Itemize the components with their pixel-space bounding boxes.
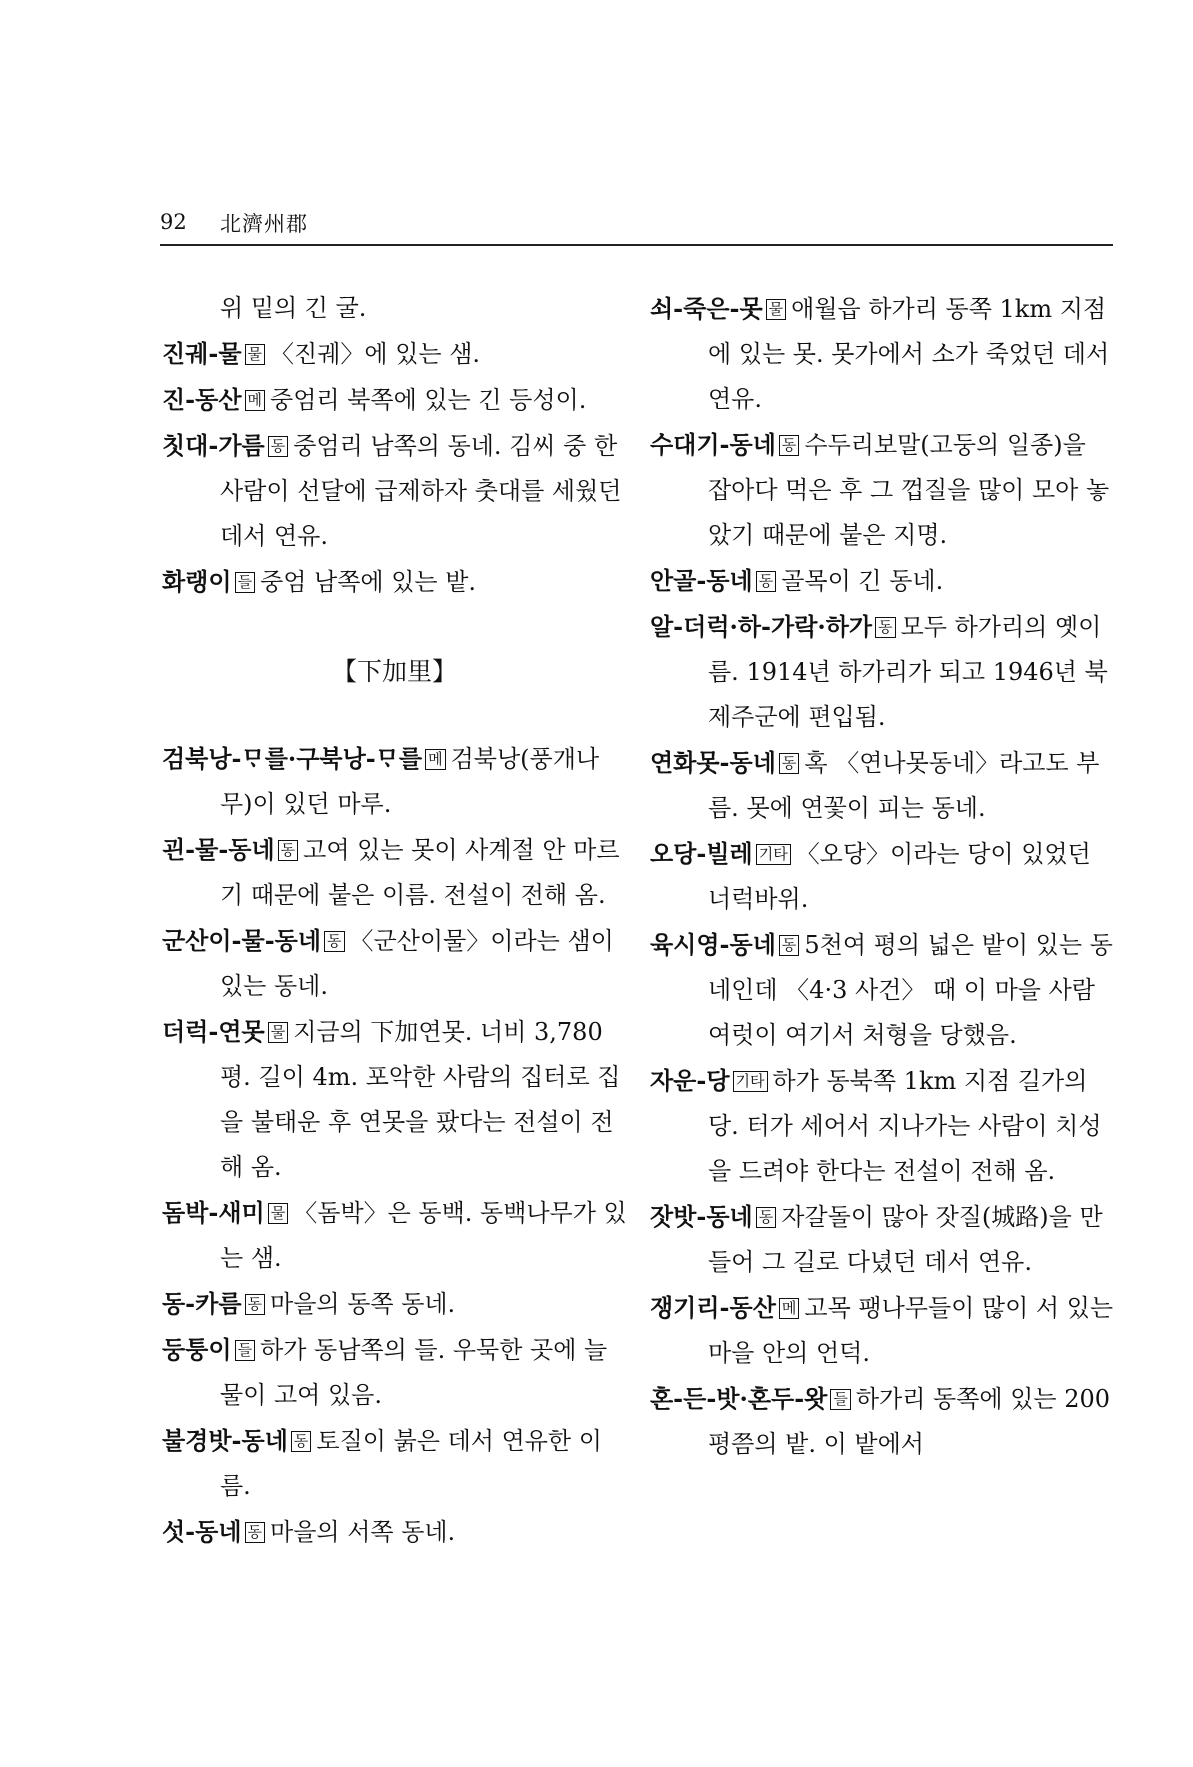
entry-definition: 〈돔박〉은 동백. 동백나무가 있는 샘. <box>220 1199 627 1272</box>
dictionary-entry <box>650 922 1115 1058</box>
dictionary-entry <box>162 377 627 423</box>
entry-definition: 중엄리 북쪽에 있는 긴 등성이. <box>270 386 587 414</box>
entry-term: 진궤-물 <box>162 339 242 368</box>
entry-definition: 하가 동북쪽 1km 지점 길가의 당. 터가 세어서 지나가는 사람이 치성을 드려야 한다는 전설이 전해 옴. <box>708 1067 1102 1185</box>
entry-term: 괸-물-동네 <box>162 835 275 864</box>
entry-definition: 〈진궤〉에 있는 샘. <box>270 340 481 368</box>
category-tag: 물 <box>766 299 787 320</box>
entry-definition: 토질이 붉은 데서 연유한 이름. <box>220 1427 602 1500</box>
dictionary-entry <box>650 422 1115 558</box>
dictionary-entry <box>162 559 627 605</box>
entry-term: 진-동산 <box>162 385 242 414</box>
entry-term: 알-더럭·하-가락·하가 <box>650 612 873 641</box>
category-tag: 동 <box>779 935 800 956</box>
dictionary-entry <box>650 1285 1115 1376</box>
category-tag: 기타 <box>733 1071 768 1092</box>
dictionary-entry <box>650 1376 1115 1467</box>
dictionary-entry <box>162 1281 627 1327</box>
category-tag: 물 <box>268 1203 289 1224</box>
dictionary-entry <box>162 286 627 331</box>
entry-term: 군산이-물-동네 <box>162 926 322 955</box>
category-tag: 메 <box>779 1298 800 1319</box>
category-tag: 동 <box>245 1522 266 1543</box>
entry-definition: 지금의 下加연못. 너비 3,780평. 길이 4m. 포악한 사람의 집터로 집을 불태운 후 연못을 팠다는 전설이 전해 옴. <box>220 1018 621 1181</box>
entry-definition: 수두리보말(고둥의 일종)을 잡아다 먹은 후 그 껍질을 많이 모아 놓았기 때문에 붙은 지명. <box>708 431 1110 549</box>
right-column <box>650 286 1115 1467</box>
book-title: 北濟州郡 <box>220 212 308 236</box>
entry-term: 더럭-연못 <box>162 1017 265 1046</box>
dictionary-entry <box>650 831 1115 922</box>
left-section-entries <box>162 736 627 1555</box>
dictionary-entry <box>650 740 1115 831</box>
entry-term: 돔박-새미 <box>162 1198 265 1227</box>
entry-term: 검북낭-ᄆᆞ를·구북낭-ᄆᆞ를 <box>162 744 423 773</box>
dictionary-entry <box>650 1058 1115 1194</box>
dictionary-entry <box>650 1194 1115 1285</box>
category-tag: 들 <box>830 1389 851 1410</box>
dictionary-entry <box>162 1327 627 1418</box>
category-tag: 동 <box>756 1207 777 1228</box>
category-tag: 동 <box>779 435 800 456</box>
dictionary-entry <box>162 331 627 377</box>
entry-definition: 모두 하가리의 옛이름. 1914년 하가리가 되고 1946년 북제주군에 편입됨. <box>708 613 1108 731</box>
entry-term: 동-카름 <box>162 1289 242 1318</box>
page-header <box>160 206 1113 246</box>
category-tag: 동 <box>324 931 345 952</box>
entry-term: 쟁기리-동산 <box>650 1293 776 1322</box>
entry-term: 쇠-죽은-못 <box>650 294 763 323</box>
dictionary-entry <box>162 1009 627 1190</box>
left-column <box>162 286 627 1555</box>
entry-definition: 하가리 동쪽에 있는 200평쯤의 밭. 이 밭에서 <box>708 1385 1111 1458</box>
category-tag: 동 <box>875 617 896 638</box>
entry-term: 잣밧-동네 <box>650 1202 753 1231</box>
entry-definition: 하가 동남쪽의 들. 우묵한 곳에 늘 물이 고여 있음. <box>220 1336 608 1409</box>
entry-definition: 고여 있는 못이 사계절 안 마르기 때문에 붙은 이름. 전설이 전해 옴. <box>220 836 620 909</box>
dictionary-entry <box>162 423 627 559</box>
entry-term: 섯-동네 <box>162 1517 242 1546</box>
category-tag: 동 <box>756 571 777 592</box>
entry-term: 안골-동네 <box>650 566 753 595</box>
entry-definition: 검북낭(풍개나무)이 있던 마루. <box>220 745 600 818</box>
entry-definition: 자갈돌이 많아 잣질(城路)을 만들어 그 길로 다녔던 데서 연유. <box>708 1203 1103 1276</box>
dictionary-entry <box>162 918 627 1009</box>
dictionary-entry <box>650 286 1115 422</box>
dictionary-entry <box>162 827 627 918</box>
category-tag: 동 <box>245 1294 266 1315</box>
entry-definition: 마을의 서쪽 동네. <box>270 1518 456 1546</box>
entry-definition: 5천여 평의 넓은 밭이 있는 동네인데 〈4·3 사건〉 때 이 마을 사람 여럿이 여기서 처형을 당했음. <box>708 931 1113 1049</box>
entry-term: 둥퉁이 <box>162 1335 232 1364</box>
entry-term: 육시영-동네 <box>650 930 776 959</box>
entry-definition: 〈오당〉이라는 당이 있었던 너럭바위. <box>708 840 1091 913</box>
category-tag: 물 <box>245 344 266 365</box>
category-tag: 동 <box>291 1431 312 1452</box>
section-title: 【下加里】 <box>331 657 457 686</box>
entry-definition: 마을의 동쪽 동네. <box>270 1290 456 1318</box>
entry-term: 연화못-동네 <box>650 748 776 777</box>
category-tag: 기타 <box>756 844 791 865</box>
entry-term: 화랭이 <box>162 567 232 596</box>
entry-definition: 골목이 긴 동네. <box>781 567 944 595</box>
dictionary-entry <box>162 1418 627 1509</box>
entry-definition: 위 밑의 긴 굴. <box>220 294 367 322</box>
entry-definition: 중엄리 남쪽의 동네. 김씨 중 한 사람이 선달에 급제하자 춧대를 세웠던 데서 연유. <box>220 432 622 550</box>
dictionary-entry <box>650 558 1115 604</box>
entry-term: 수대기-동네 <box>650 430 776 459</box>
entry-term: 자운-당 <box>650 1066 730 1095</box>
entry-definition: 애월읍 하가리 동쪽 1km 지점에 있는 못. 못가에서 소가 죽었던 데서 연유. <box>708 295 1110 413</box>
category-tag: 들 <box>235 1340 256 1361</box>
category-tag: 메 <box>245 390 266 411</box>
right-entries <box>650 286 1115 1467</box>
entry-term: 오당-빌레 <box>650 839 753 868</box>
entry-definition: 혹 〈연나못동네〉라고도 부름. 못에 연꽃이 피는 동네. <box>708 749 1100 822</box>
dictionary-entry <box>162 1190 627 1281</box>
category-tag: 동 <box>268 436 289 457</box>
dictionary-entry <box>162 1509 627 1555</box>
entry-term: 칫대-가름 <box>162 431 265 460</box>
category-tag: 동 <box>779 753 800 774</box>
entry-term: 불경밧-동네 <box>162 1426 288 1455</box>
dictionary-entry <box>650 604 1115 740</box>
entry-definition: 고목 팽나무들이 많이 서 있는 마을 안의 언덕. <box>708 1294 1114 1367</box>
left-intro-entries <box>162 286 627 605</box>
entry-definition: 중엄 남쪽에 있는 밭. <box>260 568 477 596</box>
entry-term: 혼-든-밧·혼두-왓 <box>650 1384 828 1413</box>
entry-definition: 〈군산이물〉이라는 샘이 있는 동네. <box>220 927 614 1000</box>
dictionary-entry <box>162 736 627 827</box>
page-number: 92 <box>160 210 187 234</box>
category-tag: 물 <box>268 1022 289 1043</box>
category-tag: 메 <box>425 749 446 770</box>
category-tag: 들 <box>235 572 256 593</box>
category-tag: 동 <box>278 840 299 861</box>
